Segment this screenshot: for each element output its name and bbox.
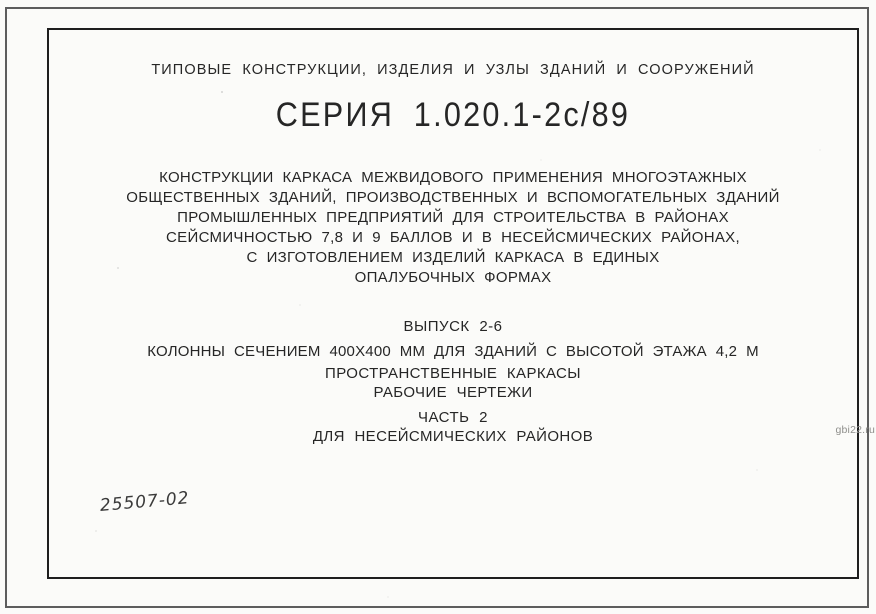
document-category-header: ТИПОВЫЕ КОНСТРУКЦИИ, ИЗДЕЛИЯ И УЗЛЫ ЗДАНИЙ И СООРУЖЕНИЙ bbox=[151, 62, 755, 78]
series-title: СЕРИЯ 1.020.1-2с/89 bbox=[275, 96, 631, 134]
issue-subtitle-line: КОЛОННЫ СЕЧЕНИЕМ 400Х400 ММ ДЛЯ ЗДАНИЙ С ВЫСОТОЙ ЭТАЖА 4,2 М bbox=[147, 343, 759, 360]
description-line: С ИЗГОТОВЛЕНИЕМ ИЗДЕЛИЙ КАРКАСА В ЕДИНЫХ bbox=[246, 249, 660, 266]
description-line: ОПАЛУБОЧНЫХ ФОРМАХ bbox=[354, 269, 552, 286]
description-line: КОНСТРУКЦИИ КАРКАСА МЕЖВИДОВОГО ПРИМЕНЕНИЯ МНОГОЭТАЖНЫХ bbox=[159, 169, 747, 186]
description-line: СЕЙСМИЧНОСТЬЮ 7,8 И 9 БАЛЛОВ И В НЕСЕЙСМИЧЕСКИХ РАЙОНАХ, bbox=[166, 229, 740, 246]
description-line: ПРОМЫШЛЕННЫХ ПРЕДПРИЯТИЙ ДЛЯ СТРОИТЕЛЬСТВА В РАЙОНАХ bbox=[177, 209, 729, 226]
issue-subtitle-line: РАБОЧИЕ ЧЕРТЕЖИ bbox=[373, 384, 533, 401]
issue-subtitle-line: ПРОСТРАНСТВЕННЫЕ КАРКАСЫ bbox=[325, 365, 581, 382]
part-subtitle: ДЛЯ НЕСЕЙСМИЧЕСКИХ РАЙОНОВ bbox=[312, 428, 594, 445]
document-description bbox=[47, 168, 859, 288]
handwritten-inventory-number: 25507-02 bbox=[99, 488, 191, 516]
description-line: ОБЩЕСТВЕННЫХ ЗДАНИЙ, ПРОИЗВОДСТВЕННЫХ И ВСПОМОГАТЕЛЬНЫХ ЗДАНИЙ bbox=[126, 189, 780, 206]
issue-label: ВЫПУСК 2-6 bbox=[403, 318, 503, 335]
part-label: ЧАСТЬ 2 bbox=[417, 409, 489, 426]
watermark: gbi22.ru bbox=[835, 424, 875, 436]
